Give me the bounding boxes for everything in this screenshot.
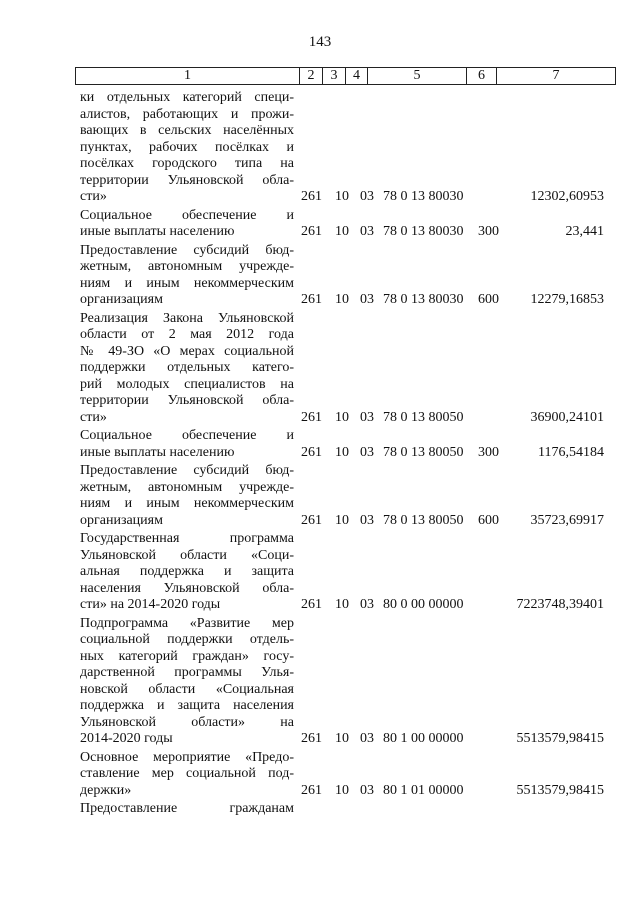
cell-c2: 261 (301, 731, 322, 746)
description-line: альная поддержка и защита (80, 564, 294, 579)
description-line: новской области «Социальная (80, 681, 294, 697)
table-row (0, 463, 640, 529)
description-line: социальной поддержки отдель- (80, 632, 294, 647)
cell-c2: 261 (301, 444, 322, 460)
description-line: Социальное обеспечение и (80, 207, 294, 223)
table-row (0, 208, 640, 241)
description-line: Основное мероприятие «Предо- (80, 749, 294, 765)
cell-c2: 261 (301, 224, 322, 239)
cell-c4: 03 (360, 409, 374, 425)
header-col-2: 2 (300, 68, 323, 85)
cell-c3: 10 (335, 731, 349, 746)
cell-c2: 261 (301, 782, 322, 798)
cell-c2: 261 (301, 292, 322, 307)
row-description (80, 616, 294, 748)
description-line: иные выплаты населению (80, 224, 235, 239)
budget-rows (0, 90, 640, 820)
cell-c6: 300 (478, 444, 499, 460)
cell-c3: 10 (335, 512, 349, 528)
description-line: ставление мер социальной под- (80, 766, 294, 781)
row-description (80, 90, 294, 206)
cell-c7: 23,441 (565, 224, 604, 239)
table-row (0, 616, 640, 748)
cell-c5: 78 0 13 80050 (383, 512, 464, 528)
cell-c4: 03 (360, 597, 374, 612)
description-line: дарственной программы Улья- (80, 665, 294, 680)
cell-c4: 03 (360, 512, 374, 528)
cell-c3: 10 (335, 189, 349, 204)
description-line: сти» (80, 189, 107, 204)
description-line: пунктах, рабочих посёлках и (80, 139, 294, 155)
description-line: сти» (80, 409, 107, 425)
cell-c6: 600 (478, 292, 499, 307)
row-description (80, 531, 294, 614)
cell-c5: 78 0 13 80030 (383, 189, 464, 204)
header-col-4: 4 (346, 68, 368, 85)
cell-c2: 261 (301, 409, 322, 425)
description-line: ки отдельных категорий специ- (80, 90, 294, 105)
cell-c7: 5513579,98415 (516, 782, 604, 798)
table-row (0, 531, 640, 614)
cell-c3: 10 (335, 782, 349, 798)
row-description (80, 801, 294, 818)
description-line: территории Ульяновской обла- (80, 393, 294, 408)
description-line: 2014-2020 годы (80, 731, 173, 746)
cell-c7: 1176,54184 (538, 444, 604, 460)
row-description (80, 243, 294, 309)
description-line: вающих в сельских населённых (80, 123, 294, 138)
cell-c5: 78 0 13 80030 (383, 224, 464, 239)
description-line: посёлках городского типа на (80, 156, 294, 171)
table-row (0, 428, 640, 461)
description-line: поддержки отдельных катего- (80, 360, 294, 375)
description-line: населения Ульяновской обла- (80, 580, 294, 596)
cell-c5: 78 0 13 80050 (383, 444, 464, 460)
description-line: поддержка и защита населения (80, 698, 294, 713)
cell-c2: 261 (301, 189, 322, 204)
header-col-1: 1 (76, 68, 300, 85)
description-line: территории Ульяновской обла- (80, 172, 294, 188)
table-row (0, 311, 640, 427)
page-number: 143 (308, 34, 332, 50)
description-line: Государственная программа (80, 531, 294, 546)
description-line: жетным, автономным учрежде- (80, 259, 294, 274)
description-line: жетным, автономным учрежде- (80, 479, 294, 495)
table-row (0, 243, 640, 309)
row-description (80, 208, 294, 241)
table-row (0, 801, 640, 818)
table-row (0, 750, 640, 800)
description-line: Ульяновской области «Соци- (80, 547, 294, 563)
description-line: № 49-ЗО «О мерах социальной (80, 343, 294, 359)
description-line: Предоставление субсидий бюд- (80, 242, 294, 258)
cell-c5: 78 0 13 80030 (383, 292, 464, 307)
description-line: Социальное обеспечение и (80, 428, 294, 443)
cell-c2: 261 (301, 512, 322, 528)
row-description (80, 463, 294, 529)
description-line: иные выплаты населению (80, 444, 235, 460)
cell-c3: 10 (335, 409, 349, 425)
description-line: организациям (80, 512, 163, 528)
cell-c6: 600 (478, 512, 499, 528)
description-line: держки» (80, 782, 132, 798)
header-col-6: 6 (467, 68, 497, 85)
description-line: Предоставление гражданам (80, 801, 294, 816)
cell-c4: 03 (360, 292, 374, 307)
row-description (80, 311, 294, 427)
description-line: сти» на 2014-2020 годы (80, 597, 221, 612)
cell-c4: 03 (360, 224, 374, 239)
description-line: Подпрограмма «Развитие мер (80, 615, 294, 631)
description-line: организациям (80, 292, 163, 307)
cell-c3: 10 (335, 224, 349, 239)
cell-c4: 03 (360, 444, 374, 460)
cell-c7: 7223748,39401 (516, 597, 604, 612)
cell-c5: 80 1 01 00000 (383, 782, 464, 798)
description-line: Реализация Закона Ульяновской (80, 310, 294, 326)
description-line: ных категорий граждан» госу- (80, 648, 294, 664)
description-line: алистов, работающих и прожи- (80, 106, 294, 122)
cell-c5: 80 1 00 00000 (383, 731, 464, 746)
cell-c3: 10 (335, 597, 349, 612)
header-col-7: 7 (497, 68, 616, 85)
cell-c7: 12302,60953 (530, 189, 604, 204)
cell-c5: 80 0 00 00000 (383, 597, 464, 612)
table-row (0, 90, 640, 206)
cell-c7: 12279,16853 (530, 292, 604, 307)
cell-c2: 261 (301, 597, 322, 612)
cell-c4: 03 (360, 189, 374, 204)
cell-c7: 35723,69917 (530, 512, 604, 528)
cell-c7: 36900,24101 (530, 409, 604, 425)
row-description (80, 428, 294, 461)
column-header-table (75, 67, 616, 85)
description-line: области от 2 мая 2012 года (80, 327, 294, 342)
cell-c4: 03 (360, 782, 374, 798)
header-col-3: 3 (323, 68, 346, 85)
row-description (80, 750, 294, 800)
cell-c7: 5513579,98415 (516, 731, 604, 746)
description-line: Ульяновской области» на (80, 714, 294, 730)
description-line: ниям и иным некоммерческим (80, 275, 294, 291)
description-line: ниям и иным некоммерческим (80, 496, 294, 511)
description-line: Предоставление субсидий бюд- (80, 463, 294, 478)
cell-c3: 10 (335, 292, 349, 307)
cell-c4: 03 (360, 731, 374, 746)
cell-c6: 300 (478, 224, 499, 239)
cell-c5: 78 0 13 80050 (383, 409, 464, 425)
description-line: рий молодых специалистов на (80, 376, 294, 392)
header-col-5: 5 (368, 68, 467, 85)
cell-c3: 10 (335, 444, 349, 460)
